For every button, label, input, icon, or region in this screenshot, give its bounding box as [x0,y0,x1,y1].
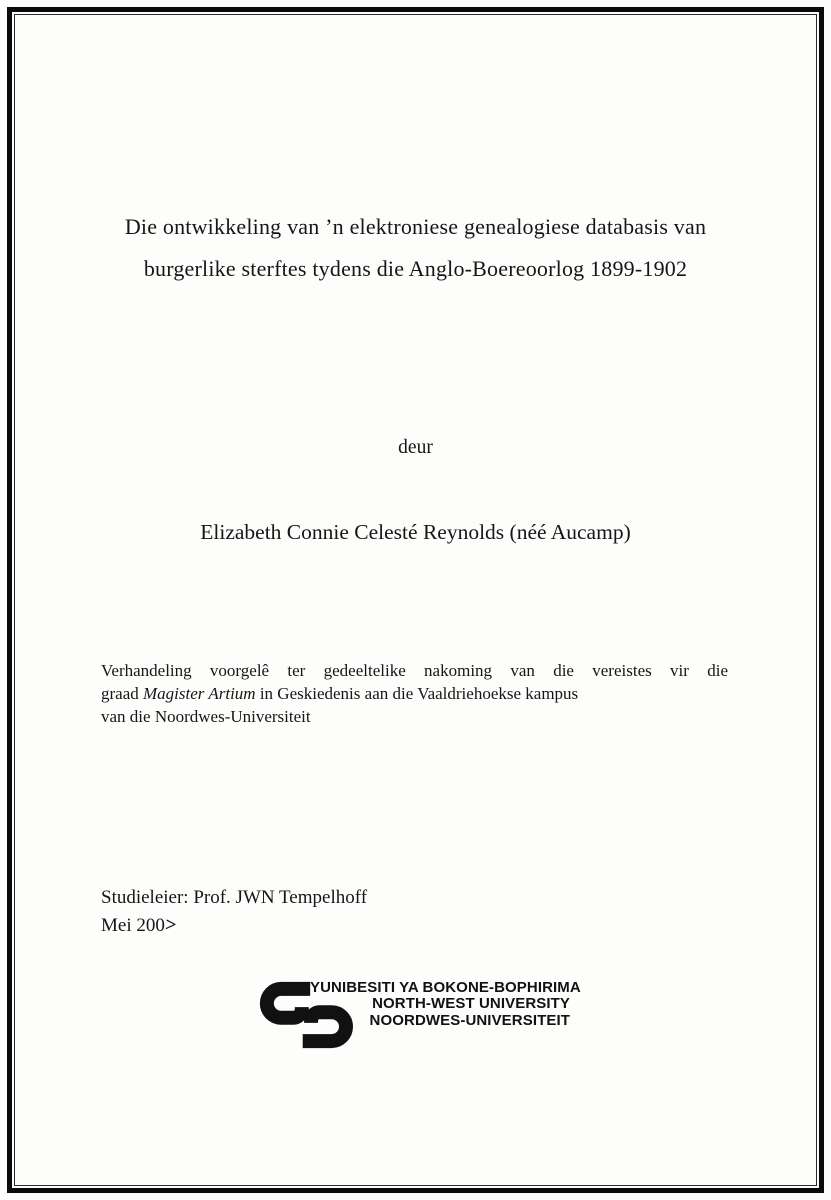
nwu-logo [258,979,581,1050]
nwu-logo-text [310,979,581,1029]
nwu-logo-text-setswana: YUNIBESITI YA BOKONE-BOPHIRIMA [310,979,581,996]
degree-name-italic: Magister Artium [143,684,256,703]
degree-statement-line-2-suffix: in Geskiedenis aan die Vaaldriehoekse kampus [255,684,579,703]
degree-statement-line-2-prefix: graad [101,684,144,703]
supervisor-line: Studieleier: Prof. JWN Tempelhoff [101,887,368,908]
thesis-title-line-2: burgerlike sterftes tydens die Anglo-Boereoorlog 1899-1902 [143,256,688,281]
degree-statement-line-1: Verhandeling voorgelê ter gedeeltelike nakoming van die vereistes vir die [101,661,728,680]
degree-statement-line-2 [101,682,728,705]
nwu-logo-text-english: NORTH-WEST UNIVERSITY [372,995,570,1013]
date-year-glyph: > [163,913,178,936]
date-prefix: Mei 200 [101,914,165,936]
nwu-logo-text-afrikaans: NOORDWES-UNIVERSITEIT [369,1011,570,1029]
author-name: Elizabeth Connie Celesté Reynolds (néé Aucamp) [200,520,631,544]
thesis-title [0,206,831,290]
thesis-title-line-1: Die ontwikkeling van ’n elektroniese genealogiese databasis van [124,214,707,239]
byline-deur: deur [398,437,433,458]
degree-statement-line-3: van die Noordwes-Universiteit [101,707,311,726]
supervisor-block [101,884,367,939]
date-line [101,912,367,940]
degree-statement [101,659,728,728]
